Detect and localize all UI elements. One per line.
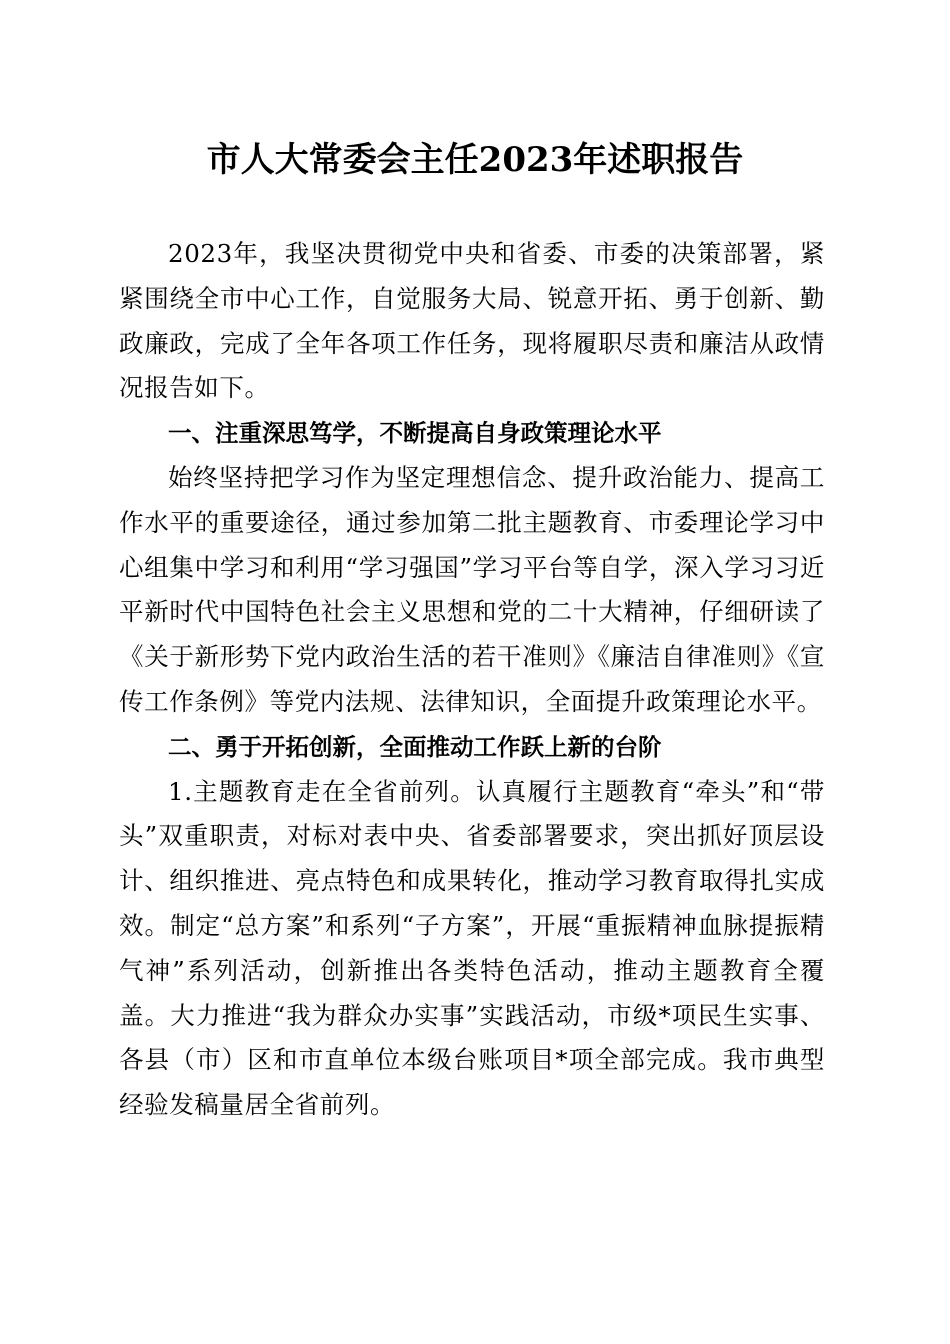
section-1-heading: 一、注重深思笃学，不断提高自身政策理论水平 (168, 419, 662, 448)
document-body (119, 232, 825, 1128)
section-2-paragraph: 1.主题教育走在全省前列。认真履行主题教育“牵头”和“带头”双重职责，对标对表中央、省委部署要求，突出抓好顶层设计、组织推进、亮点特色和成果转化，推动学习教育取得扎实成效。制定“总方案”和系列“子方案”，开展“重振精神血脉提振精气神”系列活动，创新推出各类特色活动，推动主题教育全覆盖。大力推进“我为群众办实事”实践活动，市级*项民生实事、各县（市）区和市直单位本级台账项目*项全部完成。我市典型经验发稿量居全省前列。 (119, 776, 825, 1120)
section-1-paragraph: 始终坚持把学习作为坚定理想信念、提升政治能力、提高工作水平的重要途径，通过参加第二批主题教育、市委理论学习中心组集中学习和利用“学习强国”学习平台等自学，深入学习习近平新时代中国特色社会主义思想和党的二十大精神，仔细研读了《关于新形势下党内政治生活的若干准则》《廉洁自律准则》《宣传工作条例》等党内法规、法律知识，全面提升政策理论水平。 (119, 462, 825, 716)
intro-paragraph: 2023年，我坚决贯彻党中央和省委、市委的决策部署，紧紧围绕全市中心工作，自觉服务大局、锐意开拓、勇于创新、勤政廉政，完成了全年各项工作任务，现将履职尽责和廉洁从政情况报告如下。 (119, 239, 825, 403)
section-2-heading: 二、勇于开拓创新，全面推动工作跃上新的台阶 (168, 732, 662, 761)
document-title: 市人大常委会主任2023年述职报告 (206, 140, 744, 180)
